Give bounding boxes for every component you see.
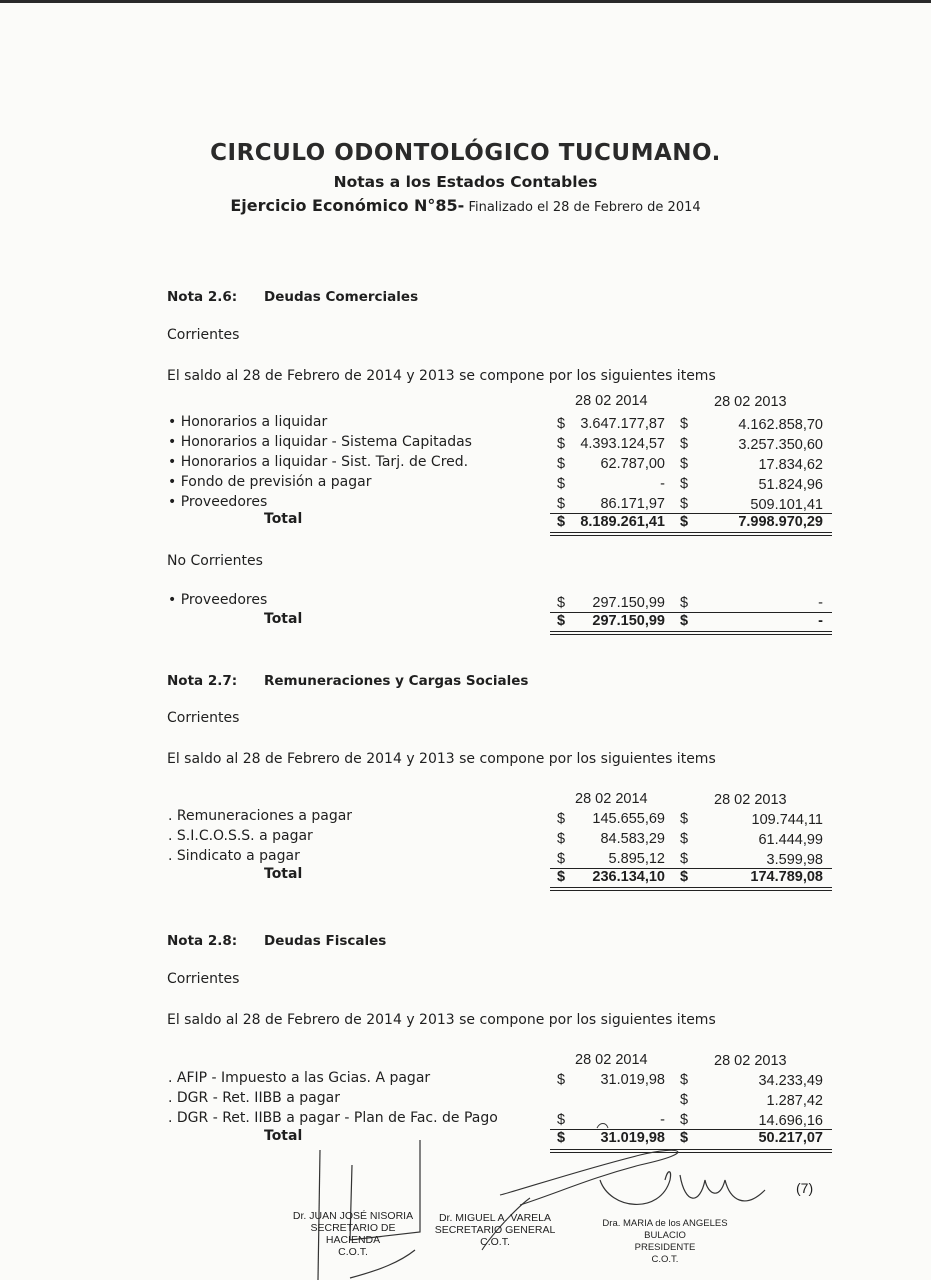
dollar-sign: $ xyxy=(557,851,566,867)
exercise-rest: Finalizado el 28 de Febrero de 2014 xyxy=(464,200,701,215)
nota27-row-label: . S.I.C.O.S.S. a pagar xyxy=(168,828,313,844)
dollar-sign: $ xyxy=(680,416,689,432)
nota28-section-current: Corrientes xyxy=(167,971,240,987)
nota26-row-label: • Honorarios a liquidar - Sist. Tarj. de Cred. xyxy=(168,454,469,470)
nota26-row-2013: 3.257.350,60 xyxy=(738,437,823,453)
nota26-row-2014: - xyxy=(660,476,665,492)
nota28-row-2014: - xyxy=(660,1112,665,1128)
nota27-intro: El saldo al 28 de Febrero de 2014 y 2013 se compone por los siguientes items xyxy=(167,751,716,767)
dollar-sign: $ xyxy=(680,1130,689,1146)
signature-block-hacienda xyxy=(288,1210,418,1258)
nota27-row-2013: 3.599,98 xyxy=(766,852,823,868)
nota27-number: Nota 2.7: xyxy=(167,673,238,689)
dollar-sign: $ xyxy=(680,436,689,452)
nota26-row-2013: 51.824,96 xyxy=(758,477,823,493)
nota26-row-label: • Honorarios a liquidar - Sistema Capitadas xyxy=(168,434,472,450)
nota28-total-label: Total xyxy=(264,1128,303,1144)
nota28-col-2014: 28 02 2014 xyxy=(575,1052,648,1068)
signature-block-general xyxy=(430,1212,560,1248)
signer-role: SECRETARIO DE HACIENDA xyxy=(310,1222,396,1246)
nota26-intro: El saldo al 28 de Febrero de 2014 y 2013 se compone por los siguientes items xyxy=(167,368,716,384)
dollar-sign: $ xyxy=(680,595,689,611)
nota27-section-current: Corrientes xyxy=(167,710,240,726)
dollar-sign: $ xyxy=(557,869,566,885)
nota26-row-2013: 4.162.858,70 xyxy=(738,417,823,433)
nota26-row-label: • Fondo de previsión a pagar xyxy=(168,474,372,490)
nota27-total-2014: 236.134,10 xyxy=(592,869,665,885)
page-number: (7) xyxy=(796,1180,814,1196)
nota27-row-2013: 109.744,11 xyxy=(751,812,823,828)
nota26-nc-total-2014: 297.150,99 xyxy=(592,613,665,629)
signature-stroke xyxy=(680,1175,765,1201)
nota28-total-2014: 31.019,98 xyxy=(600,1130,665,1146)
nota28-row-label: . AFIP - Impuesto a las Gcias. A pagar xyxy=(168,1070,431,1086)
nota27-row-2013: 61.444,99 xyxy=(758,832,823,848)
nota26-total-label: Total xyxy=(264,511,303,527)
nota28-row-2014: 31.019,98 xyxy=(600,1072,665,1088)
dollar-sign: $ xyxy=(557,496,566,512)
nota27-col-2014: 28 02 2014 xyxy=(575,791,648,807)
dollar-sign: $ xyxy=(680,851,689,867)
dollar-sign: $ xyxy=(557,476,566,492)
nota27-row-2014: 145.655,69 xyxy=(592,811,665,827)
dollar-sign: $ xyxy=(557,1112,566,1128)
signer-org: C.O.T. xyxy=(651,1254,679,1265)
nota28-row-2013: 1.287,42 xyxy=(766,1093,823,1109)
nota26-section-current: Corrientes xyxy=(167,327,240,343)
document-title: CIRCULO ODONTOLÓGICO TUCUMANO. xyxy=(210,140,721,166)
nota26-nc-total-label: Total xyxy=(264,611,303,627)
nota28-title: Deudas Fiscales xyxy=(264,933,387,949)
nota26-row-2013: 509.101,41 xyxy=(750,497,823,513)
document-subtitle: Notas a los Estados Contables xyxy=(333,173,598,191)
signer-role: SECRETARIO GENERAL xyxy=(434,1224,556,1236)
nota26-row-label: • Honorarios a liquidar xyxy=(168,414,328,430)
dollar-sign: $ xyxy=(680,613,689,629)
nota26-row-2014: 4.393.124,57 xyxy=(580,436,665,452)
nota26-nc-2013: - xyxy=(818,595,823,611)
nota26-col-2013: 28 02 2013 xyxy=(714,394,787,410)
signature-stroke xyxy=(597,1124,608,1129)
signature-stroke xyxy=(500,1150,678,1205)
dollar-sign: $ xyxy=(680,1072,689,1088)
signer-name: Dra. MARIA de los ANGELES BULACIO xyxy=(602,1218,728,1241)
nota27-total-2013: 174.789,08 xyxy=(750,869,823,885)
dollar-sign: $ xyxy=(680,476,689,492)
nota26-row-2013: 17.834,62 xyxy=(758,457,823,473)
nota26-total-2014: 8.189.261,41 xyxy=(580,514,665,530)
signer-name: Dr. JUAN JOSÉ NISORIA xyxy=(292,1210,414,1222)
dollar-sign: $ xyxy=(680,869,689,885)
dollar-sign: $ xyxy=(557,514,566,530)
dollar-sign: $ xyxy=(557,595,566,611)
nota26-row-2014: 3.647.177,87 xyxy=(580,416,665,432)
signer-org: C.O.T. xyxy=(338,1246,368,1258)
dollar-sign: $ xyxy=(557,811,566,827)
nota28-row-label: . DGR - Ret. IIBB a pagar - Plan de Fac. de Pago xyxy=(168,1110,498,1126)
signer-org: C.O.T. xyxy=(480,1236,510,1248)
nota26-section-noncurrent: No Corrientes xyxy=(167,553,263,569)
nota27-row-label: . Remuneraciones a pagar xyxy=(168,808,353,824)
nota28-intro: El saldo al 28 de Febrero de 2014 y 2013 se compone por los siguientes items xyxy=(167,1012,716,1028)
nota28-row-2013: 14.696,16 xyxy=(758,1113,823,1129)
nota28-col-2013: 28 02 2013 xyxy=(714,1053,787,1069)
nota26-col-2014: 28 02 2014 xyxy=(575,393,648,409)
signer-role: PRESIDENTE xyxy=(634,1242,696,1253)
dollar-sign: $ xyxy=(557,1130,566,1146)
signature-block-presidente xyxy=(590,1218,740,1266)
dollar-sign: $ xyxy=(557,436,566,452)
nota26-row-label: • Proveedores xyxy=(168,494,268,510)
nota26-row-2014: 62.787,00 xyxy=(600,456,665,472)
dollar-sign: $ xyxy=(680,1092,689,1108)
dollar-sign: $ xyxy=(557,456,566,472)
nota27-row-2014: 5.895,12 xyxy=(608,851,665,867)
nota26-nc-label: • Proveedores xyxy=(168,592,268,608)
nota26-title: Deudas Comerciales xyxy=(264,289,419,305)
nota27-total-label: Total xyxy=(264,866,303,882)
nota28-number: Nota 2.8: xyxy=(167,933,238,949)
exercise-bold: Ejercicio Económico N°85- xyxy=(230,196,465,215)
nota27-col-2013: 28 02 2013 xyxy=(714,792,787,808)
nota28-row-label: . DGR - Ret. IIBB a pagar xyxy=(168,1090,340,1106)
nota26-row-2014: 86.171,97 xyxy=(600,496,665,512)
nota27-title: Remuneraciones y Cargas Sociales xyxy=(264,673,529,689)
nota26-nc-total-2013: - xyxy=(818,613,823,629)
nota28-total-2013: 50.217,07 xyxy=(758,1130,823,1146)
dollar-sign: $ xyxy=(557,1072,566,1088)
dollar-sign: $ xyxy=(680,514,689,530)
dollar-sign: $ xyxy=(680,1112,689,1128)
dollar-sign: $ xyxy=(680,496,689,512)
signature-stroke xyxy=(600,1172,671,1205)
nota28-row-2013: 34.233,49 xyxy=(758,1073,823,1089)
nota26-number: Nota 2.6: xyxy=(167,289,238,305)
nota26-nc-2014: 297.150,99 xyxy=(592,595,665,611)
dollar-sign: $ xyxy=(680,811,689,827)
dollar-sign: $ xyxy=(680,831,689,847)
nota26-total-2013: 7.998.970,29 xyxy=(738,514,823,530)
dollar-sign: $ xyxy=(557,831,566,847)
nota27-row-label: . Sindicato a pagar xyxy=(168,848,300,864)
dollar-sign: $ xyxy=(680,456,689,472)
dollar-sign: $ xyxy=(557,613,566,629)
signer-name: Dr. MIGUEL A. VARELA xyxy=(438,1212,552,1224)
nota27-row-2014: 84.583,29 xyxy=(600,831,665,847)
dollar-sign: $ xyxy=(557,416,566,432)
